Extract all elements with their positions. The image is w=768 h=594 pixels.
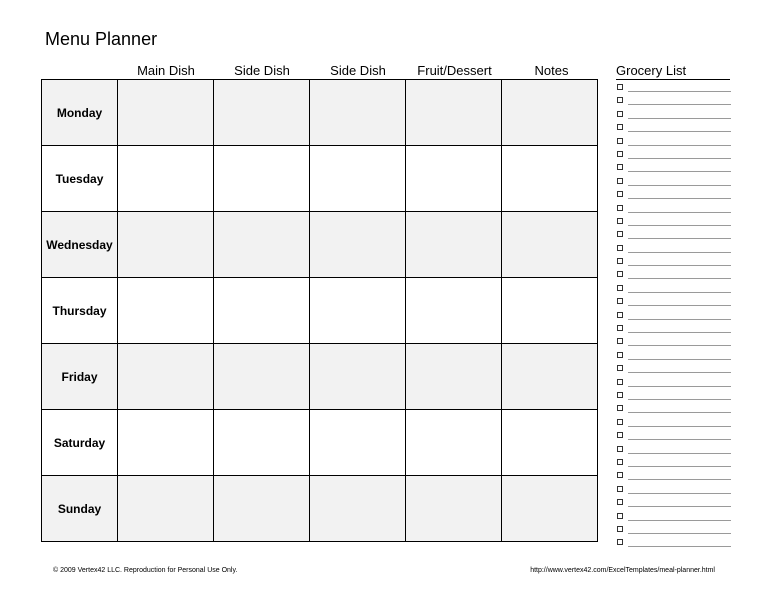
- column-header-notes: Notes: [534, 63, 569, 78]
- meal-cell[interactable]: [118, 146, 214, 212]
- grocery-item: [616, 228, 731, 241]
- grocery-item-line[interactable]: [628, 158, 731, 159]
- checkbox-icon[interactable]: [617, 191, 623, 197]
- notes-cell[interactable]: [502, 278, 598, 344]
- checkbox-icon[interactable]: [617, 245, 623, 251]
- notes-cell[interactable]: [502, 146, 598, 212]
- grocery-item: [616, 188, 731, 201]
- checkbox-icon[interactable]: [617, 97, 623, 103]
- grocery-item-line[interactable]: [628, 212, 731, 213]
- meal-cell[interactable]: [118, 476, 214, 542]
- grocery-item: [616, 322, 731, 335]
- notes-cell[interactable]: [502, 344, 598, 410]
- checkbox-icon[interactable]: [617, 338, 623, 344]
- checkbox-icon[interactable]: [617, 459, 623, 465]
- page-title: Menu Planner: [45, 29, 158, 49]
- day-label: Saturday: [42, 410, 118, 476]
- grocery-item: [616, 161, 731, 174]
- grocery-item: [616, 255, 731, 268]
- meal-cell[interactable]: [118, 212, 214, 278]
- grocery-item-line[interactable]: [628, 145, 731, 146]
- day-label: Sunday: [42, 476, 118, 542]
- grocery-item-line[interactable]: [628, 546, 731, 547]
- day-row-thursday: [42, 278, 598, 344]
- grocery-item: [616, 362, 731, 375]
- grocery-item-line[interactable]: [628, 453, 731, 454]
- day-row-sunday: [42, 476, 598, 542]
- grocery-item-line[interactable]: [628, 372, 731, 373]
- checkbox-icon[interactable]: [617, 231, 623, 237]
- grocery-item-line[interactable]: [628, 412, 731, 413]
- grocery-item: [616, 215, 731, 228]
- meal-cell[interactable]: [214, 410, 310, 476]
- grocery-item-line[interactable]: [628, 345, 731, 346]
- checkbox-icon[interactable]: [617, 258, 623, 264]
- grocery-item-line[interactable]: [628, 185, 731, 186]
- grocery-item-line[interactable]: [628, 118, 731, 119]
- day-label: Wednesday: [42, 212, 118, 278]
- checkbox-icon[interactable]: [617, 325, 623, 331]
- grocery-item-line[interactable]: [628, 278, 731, 279]
- checkbox-icon[interactable]: [617, 405, 623, 411]
- checkbox-icon[interactable]: [617, 539, 623, 545]
- checkbox-icon[interactable]: [617, 472, 623, 478]
- grocery-item-line[interactable]: [628, 171, 731, 172]
- day-label: Thursday: [42, 278, 118, 344]
- grocery-item: [616, 510, 731, 523]
- grocery-item: [616, 483, 731, 496]
- grocery-item: [616, 282, 731, 295]
- checkbox-icon[interactable]: [617, 432, 623, 438]
- checkbox-icon[interactable]: [617, 298, 623, 304]
- grocery-item: [616, 108, 731, 121]
- meal-cell[interactable]: [406, 344, 502, 410]
- notes-cell[interactable]: [502, 212, 598, 278]
- grocery-item: [616, 349, 731, 362]
- grocery-item: [616, 81, 731, 94]
- meal-cell[interactable]: [406, 278, 502, 344]
- copyright-notice: © 2009 Vertex42 LLC. Reproduction for Personal Use Only.: [53, 567, 238, 574]
- day-label: Tuesday: [42, 146, 118, 212]
- grocery-item-line[interactable]: [628, 533, 731, 534]
- grocery-item: [616, 148, 731, 161]
- column-header-main-dish: Main Dish: [137, 63, 195, 78]
- column-header-fruit-dessert: Fruit/Dessert: [417, 63, 492, 78]
- checkbox-icon[interactable]: [617, 379, 623, 385]
- meal-cell[interactable]: [214, 278, 310, 344]
- checkbox-icon[interactable]: [617, 151, 623, 157]
- checkbox-icon[interactable]: [617, 124, 623, 130]
- grocery-item-line[interactable]: [628, 520, 731, 521]
- checkbox-icon[interactable]: [617, 499, 623, 505]
- meal-cell[interactable]: [310, 410, 406, 476]
- checkbox-icon[interactable]: [617, 312, 623, 318]
- column-header-side-dish-2: Side Dish: [330, 63, 386, 78]
- checkbox-icon[interactable]: [617, 352, 623, 358]
- grocery-item: [616, 429, 731, 442]
- meal-cell[interactable]: [214, 476, 310, 542]
- checkbox-icon[interactable]: [617, 526, 623, 532]
- day-row-monday: [42, 80, 598, 146]
- checkbox-icon[interactable]: [617, 446, 623, 452]
- grocery-item: [616, 402, 731, 415]
- meal-cell[interactable]: [310, 80, 406, 146]
- meal-cell[interactable]: [214, 80, 310, 146]
- grocery-item: [616, 135, 731, 148]
- checkbox-icon[interactable]: [617, 164, 623, 170]
- day-row-tuesday: [42, 146, 598, 212]
- checkbox-icon[interactable]: [617, 111, 623, 117]
- grocery-item-line[interactable]: [628, 506, 731, 507]
- notes-cell[interactable]: [502, 410, 598, 476]
- grocery-item: [616, 443, 731, 456]
- grocery-item-line[interactable]: [628, 252, 731, 253]
- checkbox-icon[interactable]: [617, 486, 623, 492]
- day-row-saturday: [42, 410, 598, 476]
- checkbox-icon[interactable]: [617, 205, 623, 211]
- checkbox-icon[interactable]: [617, 365, 623, 371]
- grocery-item-line[interactable]: [628, 265, 731, 266]
- meal-cell[interactable]: [214, 344, 310, 410]
- meal-cell[interactable]: [118, 344, 214, 410]
- grocery-item-line[interactable]: [628, 91, 731, 92]
- checkbox-icon[interactable]: [617, 392, 623, 398]
- meal-planner-table: [41, 79, 598, 542]
- grocery-list: [616, 81, 731, 550]
- grocery-item-line[interactable]: [628, 305, 731, 306]
- grocery-item-line[interactable]: [628, 359, 731, 360]
- meal-cell[interactable]: [118, 80, 214, 146]
- meal-cell[interactable]: [310, 476, 406, 542]
- checkbox-icon[interactable]: [617, 271, 623, 277]
- grocery-item-line[interactable]: [628, 131, 731, 132]
- grocery-item-line[interactable]: [628, 104, 731, 105]
- grocery-item: [616, 309, 731, 322]
- day-label: Monday: [42, 80, 118, 146]
- day-row-friday: [42, 344, 598, 410]
- notes-cell[interactable]: [502, 80, 598, 146]
- grocery-item: [616, 416, 731, 429]
- grocery-item: [616, 536, 731, 549]
- grocery-item: [616, 242, 731, 255]
- grocery-list-title: Grocery List: [616, 63, 730, 80]
- grocery-item: [616, 268, 731, 281]
- checkbox-icon[interactable]: [617, 84, 623, 90]
- grocery-item-line[interactable]: [628, 319, 731, 320]
- grocery-item: [616, 202, 731, 215]
- meal-cell[interactable]: [310, 212, 406, 278]
- grocery-item: [616, 175, 731, 188]
- grocery-item: [616, 523, 731, 536]
- checkbox-icon[interactable]: [617, 513, 623, 519]
- grocery-item: [616, 94, 731, 107]
- grocery-item-line[interactable]: [628, 225, 731, 226]
- grocery-item: [616, 295, 731, 308]
- grocery-item-line[interactable]: [628, 198, 731, 199]
- checkbox-icon[interactable]: [617, 218, 623, 224]
- grocery-item: [616, 389, 731, 402]
- grocery-item-line[interactable]: [628, 332, 731, 333]
- meal-cell[interactable]: [118, 410, 214, 476]
- grocery-item-line[interactable]: [628, 493, 731, 494]
- meal-cell[interactable]: [310, 146, 406, 212]
- grocery-item: [616, 469, 731, 482]
- grocery-item-line[interactable]: [628, 399, 731, 400]
- meal-cell[interactable]: [310, 278, 406, 344]
- meal-cell[interactable]: [406, 80, 502, 146]
- meal-cell[interactable]: [406, 212, 502, 278]
- checkbox-icon[interactable]: [617, 419, 623, 425]
- source-url: http://www.vertex42.com/ExcelTemplates/meal-planner.html: [530, 567, 715, 574]
- checkbox-icon[interactable]: [617, 178, 623, 184]
- checkbox-icon[interactable]: [617, 138, 623, 144]
- grocery-item-line[interactable]: [628, 292, 731, 293]
- grocery-item-line[interactable]: [628, 439, 731, 440]
- meal-cell[interactable]: [406, 410, 502, 476]
- grocery-item: [616, 376, 731, 389]
- meal-cell[interactable]: [310, 344, 406, 410]
- notes-cell[interactable]: [502, 476, 598, 542]
- grocery-item-line[interactable]: [628, 426, 731, 427]
- grocery-item: [616, 496, 731, 509]
- grocery-item: [616, 335, 731, 348]
- grocery-item-line[interactable]: [628, 238, 731, 239]
- grocery-item-line[interactable]: [628, 386, 731, 387]
- meal-cell[interactable]: [406, 476, 502, 542]
- meal-cell[interactable]: [214, 146, 310, 212]
- meal-cell[interactable]: [214, 212, 310, 278]
- meal-cell[interactable]: [406, 146, 502, 212]
- column-header-side-dish-1: Side Dish: [234, 63, 290, 78]
- meal-cell[interactable]: [118, 278, 214, 344]
- grocery-item: [616, 121, 731, 134]
- grocery-item: [616, 456, 731, 469]
- day-label: Friday: [42, 344, 118, 410]
- checkbox-icon[interactable]: [617, 285, 623, 291]
- day-row-wednesday: [42, 212, 598, 278]
- grocery-item-line[interactable]: [628, 479, 731, 480]
- grocery-item-line[interactable]: [628, 466, 731, 467]
